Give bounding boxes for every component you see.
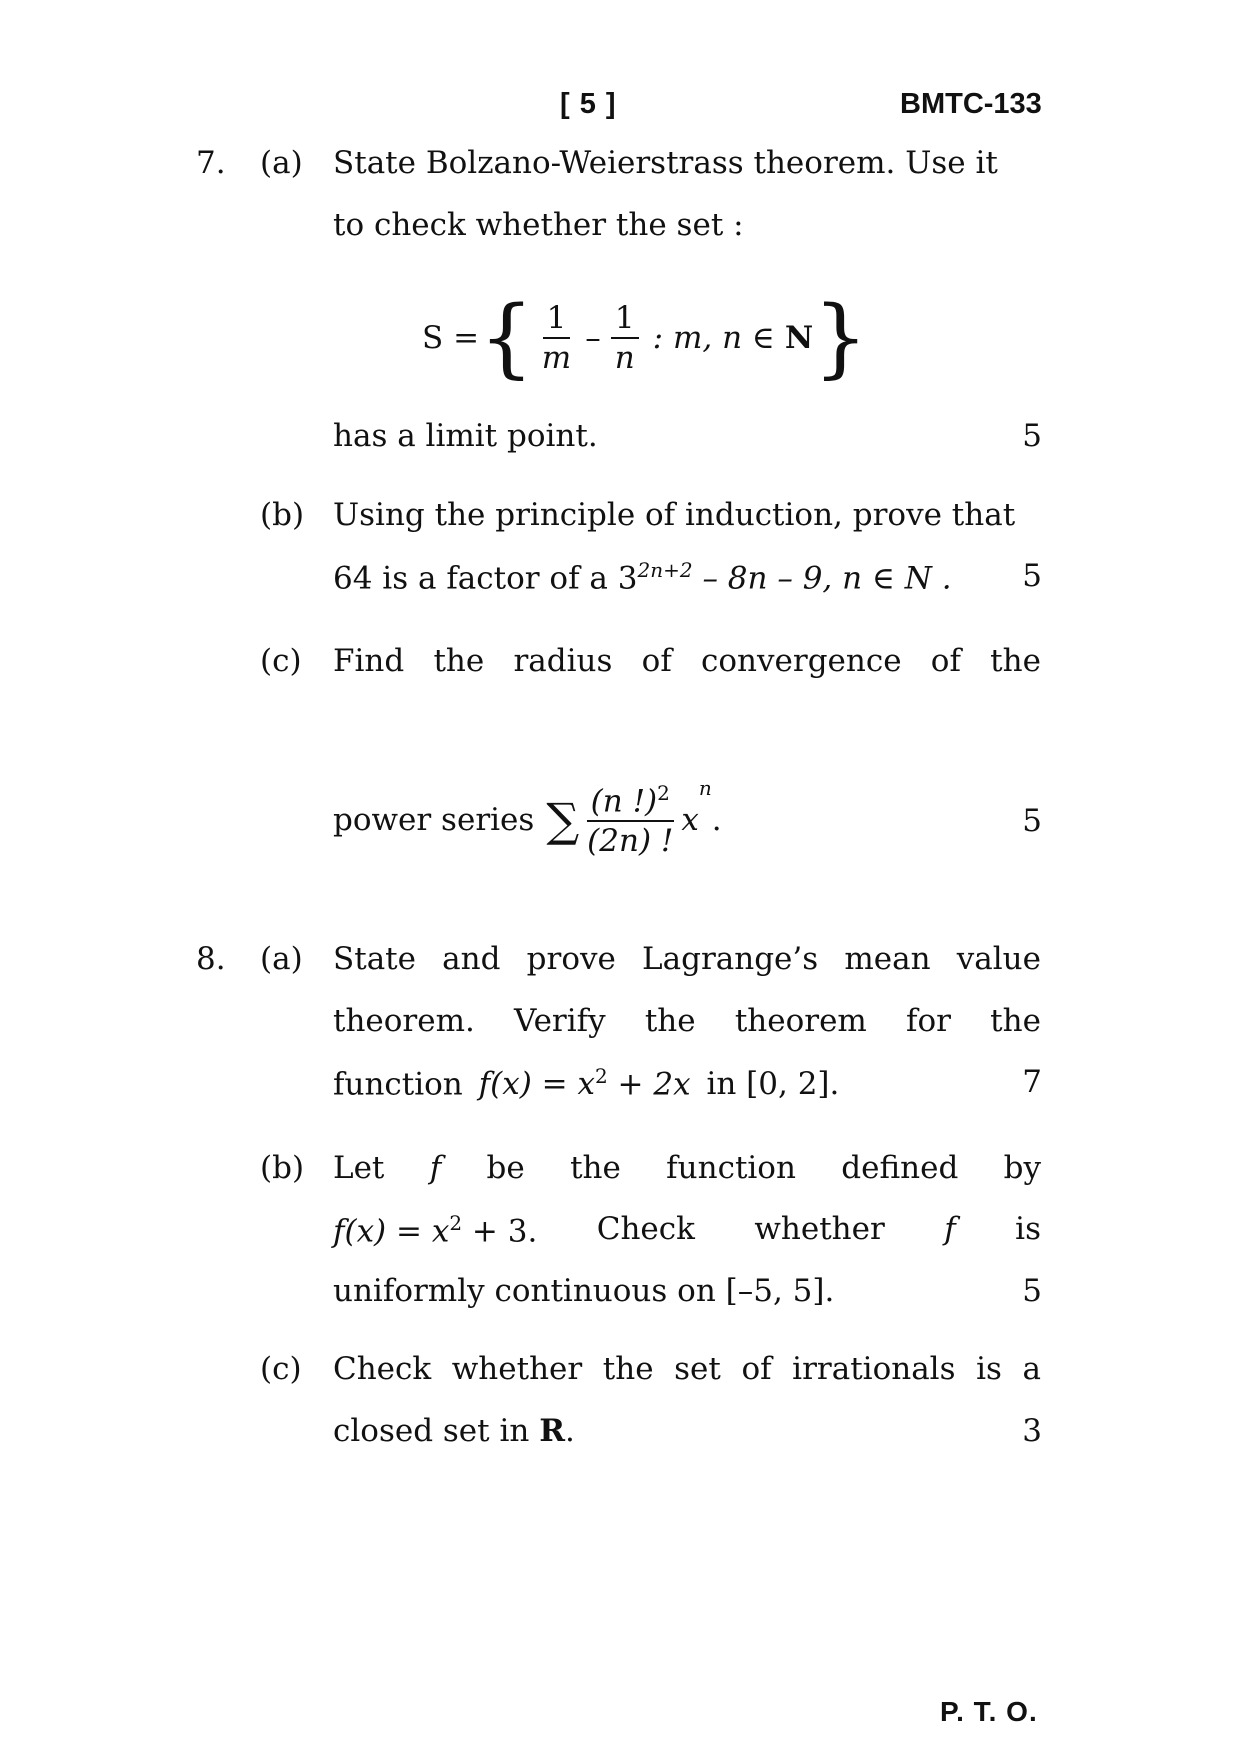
pto-footer: P. T. O.: [940, 1696, 1038, 1727]
q7b-line2-suffix: – 8n – 9, n ∈ N .: [702, 560, 952, 597]
q7a-set-formula: [422, 288, 868, 388]
q8c-label: (c): [260, 1351, 302, 1387]
word: is: [976, 1351, 1002, 1387]
set-condition: : m, n ∈: [652, 320, 775, 356]
series-variable: x: [681, 802, 699, 839]
word: f: [429, 1150, 442, 1186]
q8a-label: (a): [260, 941, 303, 977]
word: theorem: [734, 1003, 867, 1039]
word: Find: [333, 643, 405, 679]
function-group: [333, 1211, 537, 1249]
q7b-marks: 5: [1022, 558, 1042, 594]
word: whether: [451, 1351, 583, 1387]
series-fraction: [583, 782, 677, 859]
function-exponent: 2: [449, 1211, 463, 1235]
numerator-exponent: 2: [657, 781, 670, 805]
q8c-line1: [333, 1351, 1041, 1387]
q8a-line2: [333, 1003, 1041, 1039]
word: defined: [841, 1150, 959, 1186]
word: for: [906, 1003, 951, 1039]
word: f: [944, 1211, 956, 1247]
q8b-line3: uniformly continuous on [–5, 5].: [333, 1273, 835, 1309]
q8a-line3-prefix: function: [333, 1066, 463, 1103]
word: prove: [526, 941, 616, 977]
q7b-line1: Using the principle of induction, prove that: [333, 497, 1016, 533]
formula-lhs: S =: [422, 320, 480, 356]
q7c-label: (c): [260, 643, 302, 679]
q8b-line1: [333, 1150, 1041, 1186]
word: be: [486, 1150, 525, 1186]
fraction-1-over-n: [611, 301, 639, 375]
word: Let: [333, 1150, 385, 1186]
word: radius: [513, 643, 613, 679]
period: .: [711, 802, 722, 839]
series-variable-exponent: n: [698, 776, 712, 800]
q7a-line3: has a limit point.: [333, 418, 598, 454]
q7c-line1: [333, 643, 1041, 679]
word: of: [930, 643, 961, 679]
q7b-label: (b): [260, 497, 305, 533]
fraction-numerator: 1: [611, 301, 639, 339]
word: Lagrange’s: [642, 941, 819, 977]
q7c-line2: [333, 776, 722, 860]
left-brace-glyph: {: [479, 288, 534, 388]
word: and: [442, 941, 501, 977]
q8a-line3: [333, 1064, 839, 1102]
fraction-denominator: n: [614, 340, 635, 376]
q8c-line2-prefix: closed set in: [333, 1413, 530, 1449]
q7b-line2-prefix: 64 is a factor of a: [333, 560, 608, 597]
word: Check: [596, 1211, 695, 1247]
q8c-marks: 3: [1022, 1413, 1042, 1449]
function-rest: + 2x: [617, 1066, 691, 1103]
q7a-line2: to check whether the set :: [333, 207, 744, 243]
word: function: [666, 1150, 796, 1186]
q8b-marks: 5: [1022, 1273, 1042, 1309]
word: is: [1015, 1211, 1041, 1247]
naturals-symbol: N: [784, 320, 814, 356]
right-brace-glyph: }: [813, 288, 868, 388]
word: set: [674, 1351, 721, 1387]
q7a-marks: 5: [1022, 418, 1042, 454]
numerator-base: (n !): [590, 783, 658, 820]
fraction-1-over-m: [538, 301, 575, 375]
word: the: [433, 643, 485, 679]
word: convergence: [701, 643, 902, 679]
q7c-marks: 5: [1022, 803, 1042, 839]
word: theorem.: [333, 1003, 475, 1039]
reals-symbol: R: [539, 1413, 565, 1449]
fraction-numerator: 1: [543, 301, 571, 339]
q8a-marks: 7: [1022, 1064, 1042, 1100]
word: State: [333, 941, 416, 977]
course-code: BMTC-133: [900, 88, 1042, 120]
function-definition: f(x) = x: [478, 1066, 595, 1103]
word: Check: [333, 1351, 432, 1387]
question-7-number: 7.: [196, 145, 226, 181]
word: whether: [754, 1211, 885, 1247]
sigma-symbol: ∑: [546, 793, 580, 848]
question-8-number: 8.: [196, 941, 226, 977]
word: the: [602, 1351, 654, 1387]
page-number: [ 5 ]: [560, 88, 617, 120]
word: of: [641, 643, 672, 679]
word: of: [741, 1351, 772, 1387]
word: the: [990, 643, 1041, 679]
q8b-label: (b): [260, 1150, 305, 1186]
function-exponent: 2: [594, 1064, 608, 1088]
word: irrationals: [792, 1351, 956, 1387]
minus-sign: –: [585, 320, 601, 356]
word: a: [1022, 1351, 1041, 1387]
q7c-line2-prefix: power series: [333, 802, 535, 839]
q8b-line2: [333, 1211, 1041, 1249]
word: value: [956, 941, 1041, 977]
word: Verify: [514, 1003, 606, 1039]
fraction-numerator: [587, 782, 674, 822]
word: the: [570, 1150, 621, 1186]
word: by: [1003, 1150, 1041, 1186]
word: the: [644, 1003, 696, 1039]
q8c-line2: [333, 1413, 575, 1449]
q8a-line3-suffix: in [0, 2].: [706, 1066, 840, 1103]
q7a-line1: State Bolzano-Weierstrass theorem. Use it: [333, 145, 998, 181]
fraction-denominator: m: [541, 340, 572, 376]
power-exponent: 2n+2: [637, 558, 693, 582]
q8a-line1: [333, 941, 1041, 977]
fraction-denominator: (2n) !: [587, 823, 674, 860]
function-definition: f(x) = x: [333, 1213, 450, 1250]
q7a-label: (a): [260, 145, 303, 181]
word: the: [990, 1003, 1041, 1039]
period: .: [564, 1413, 575, 1449]
word: mean: [844, 941, 931, 977]
power-base: 3: [617, 560, 638, 597]
function-rest: + 3.: [471, 1213, 538, 1250]
q7b-line2: [333, 558, 952, 596]
